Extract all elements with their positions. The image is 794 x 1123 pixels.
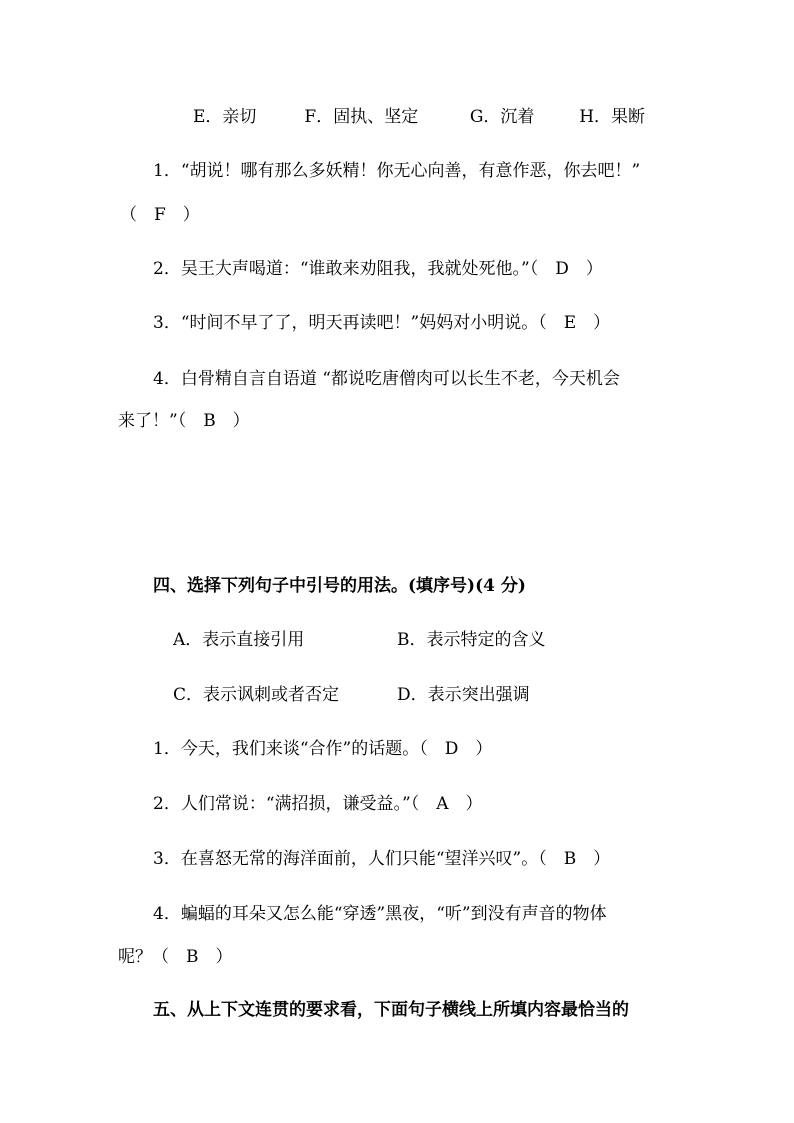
section3-question-3: 3．“时间不早了了，明天再读吧！”妈妈对小明说。（ E ） [153,313,611,333]
section4-question-4-line-2: 呢？（ B ） [118,947,233,967]
section4-heading: 四、选择下列句子中引号的用法。(填序号)(4 分) [153,576,526,596]
option-e: E．亲切 [193,107,257,127]
section4-question-3: 3．在喜怒无常的海洋面前，人们只能“望洋兴叹”。（ B ） [153,849,611,869]
option-h: H．果断 [579,107,646,127]
section4-option-a: A．表示直接引用 [173,630,305,650]
section3-question-1-line-2: （ F ） [120,205,200,225]
option-f: F．固执、坚定 [304,107,419,127]
section3-question-4-line-2: 来了！”（ B ） [118,411,250,431]
section3-question-4-line-1: 4．白骨精自言自语道 “都说吃唐僧肉可以长生不老，今天机会 [153,369,620,389]
section3-question-2: 2．吴王大声喝道：“谁敢来劝阻我，我就处死他。”（ D ） [153,259,603,279]
section4-option-d: D．表示突出强调 [397,685,530,705]
section5-heading: 五、从上下文连贯的要求看，下面句子横线上所填内容最恰当的 [153,1000,629,1020]
section4-option-b: B．表示特定的含义 [397,630,546,650]
section4-question-2: 2．人们常说：“满招损，谦受益。”（ A ） [153,794,483,814]
section4-question-4-line-1: 4．蝙蝠的耳朵又怎么能“穿透”黑夜，“听”到没有声音的物体 [153,904,607,924]
section4-option-c: C．表示讽刺或者否定 [173,685,340,705]
section3-question-1-line-1: 1．“胡说！哪有那么多妖精！你无心向善，有意作恶，你去吧！” [153,161,641,181]
option-g: G．沉着 [469,107,535,127]
section3-options [193,106,645,128]
section4-question-1: 1．今天，我们来谈“合作”的话题。（ D ） [153,739,493,759]
